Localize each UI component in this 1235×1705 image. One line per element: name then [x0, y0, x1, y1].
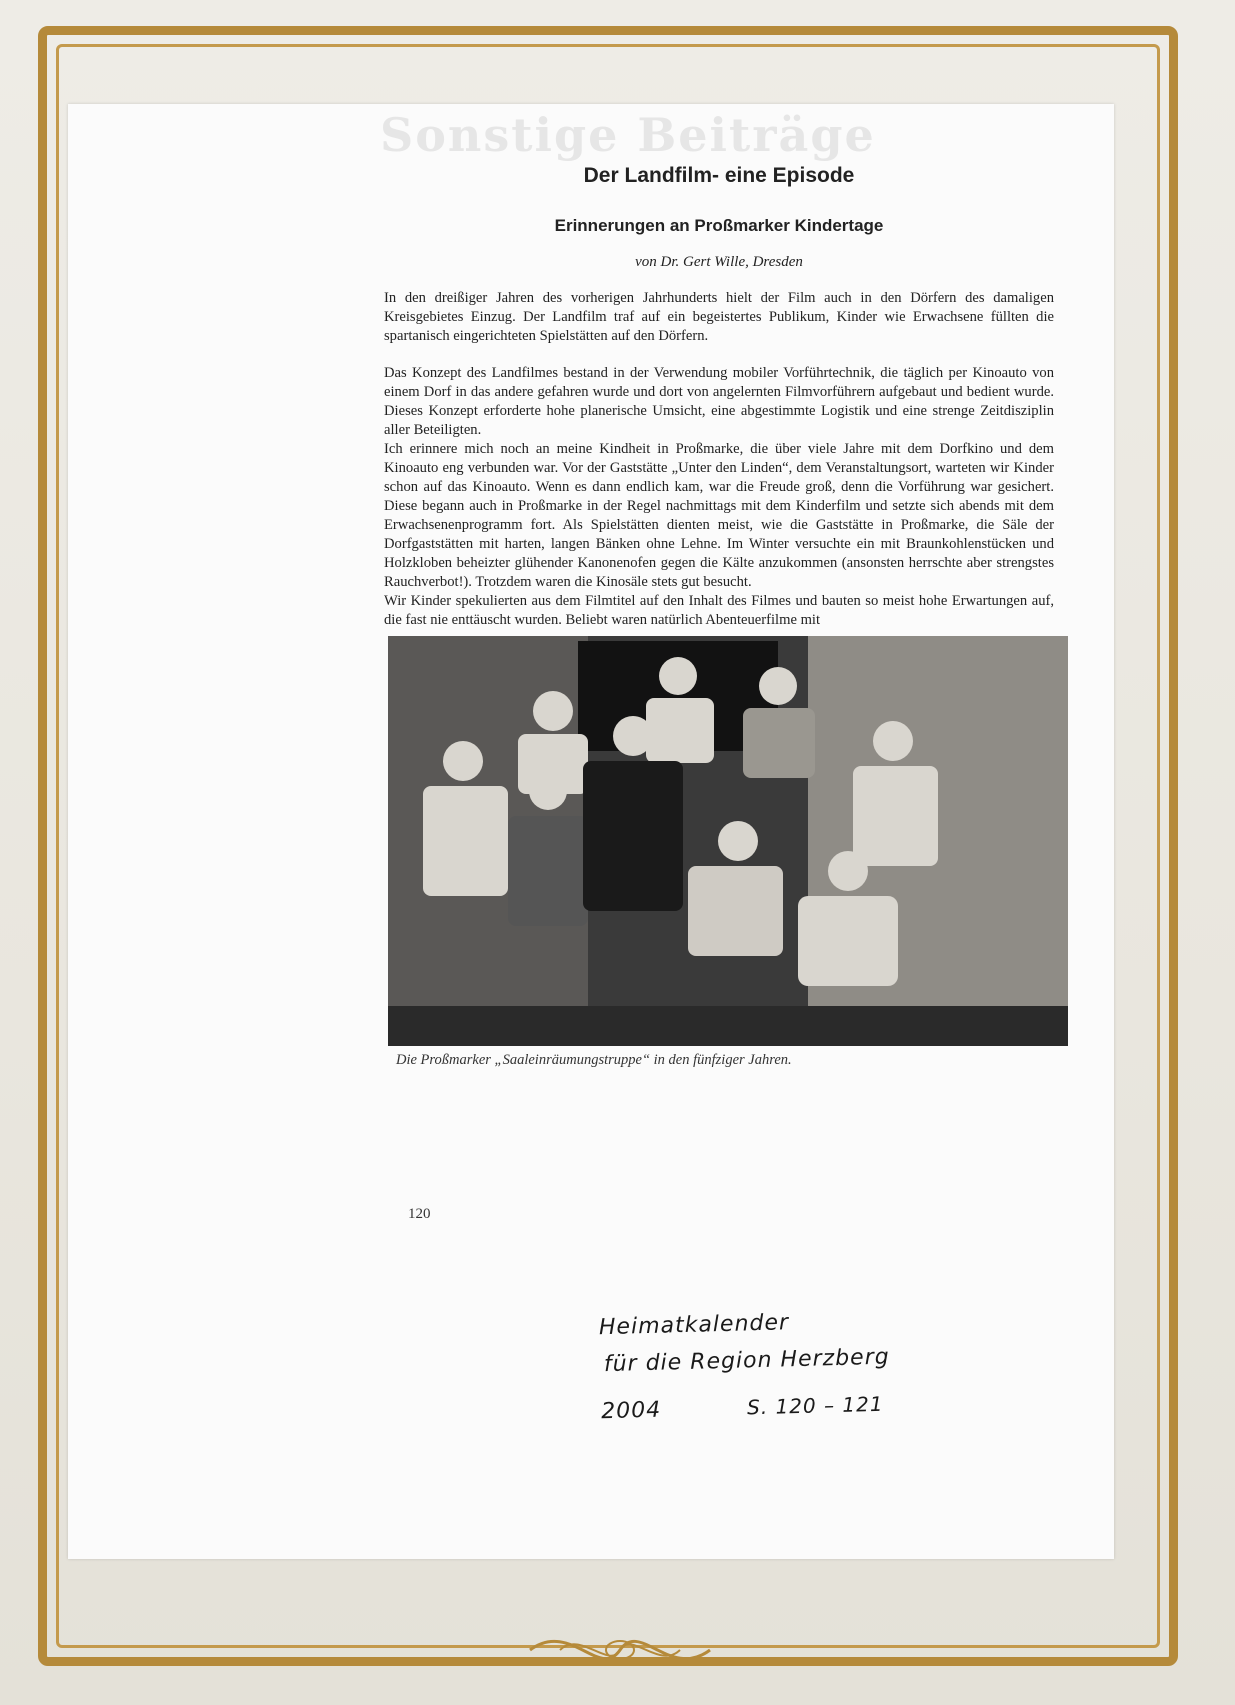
article-paragraph: Ich erinnere mich noch an meine Kindheit in Proßmarke, die über viele Jahre mit dem Dorfkino und dem Kinoauto eng verbunden war. Vor der Gaststätte „Unter den Linden“, dem Veranstaltungsort, warteten wir Kinder schon auf das Kinoauto. Wenn es dann endlich kam, war die Freude groß, denn die Vorführung war gesichert. Diese begann auch in Proßmarke in der Regel nachmittags mit dem Kinderfilm und setzte sich abends mit dem Erwachsenenprogramm fort. Als Spielstätten dienten meist, wie die Gaststätte in Proßmarke, die Säle der Dorfgaststätten mit harten, langen Bänken ohne Lehne. Im Winter versuchte ein mit Braunkohlenstücken und Holzkloben beheizter glühender Kanonenofen gegen die Kälte anzukommen (ansonsten herrschte aber strengstes Rauchverbot!). Trotzdem waren die Kinosäle stets gut besucht.: [384, 441, 1054, 590]
handwritten-note: [599, 1305, 1002, 1424]
handwritten-line: für die Region Herzberg: [603, 1344, 890, 1378]
article-paragraph: Das Konzept des Landfilmes bestand in der Verwendung mobiler Vorführtechnik, die täglich per Kinoauto von einem Dorf in das andere gefahren wurde und dort von angelernten Filmvorführern aufgebaut und bedient wurde. Dieses Konzept erforderte hohe planerische Umsicht, eine abgestimmte Logistik und eine strenge Zeitdisziplin aller Beteiligten.: [384, 365, 1054, 438]
photo-caption: Die Proßmarker „Saaleinräumungstruppe“ in den fünfziger Jahren.: [396, 1052, 792, 1068]
article-author: von Dr. Gert Wille, Dresden: [635, 254, 803, 270]
page-number: 120: [408, 1206, 431, 1222]
handwritten-page-ref: S. 120 – 121: [746, 1391, 884, 1420]
article: [384, 164, 1054, 1069]
article-paragraph: Wir Kinder spekulierten aus dem Filmtitel auf den Inhalt des Filmes und bauten so meist hohe Erwartungen auf, die fast nie enttäuscht wurden. Beliebt waren natürlich Abenteuerfilme mit: [384, 593, 1054, 628]
article-subtitle: Erinnerungen an Proßmarker Kindertage: [554, 216, 884, 235]
article-title: Der Landfilm- eine Episode: [583, 164, 855, 187]
group-photo: [388, 636, 1068, 1046]
handwritten-year: 2004: [600, 1397, 662, 1425]
article-paragraph: In den dreißiger Jahren des vorherigen Jahrhunderts hielt der Film auch in den Dörfern des damaligen Kreisgebietes Einzug. Der Landfilm traf auf ein begeistertes Publikum, Kinder wie Erwachsene füllten die spartanisch eingerichteten Spielstätten auf den Dörfern.: [384, 290, 1054, 344]
flourish-ornament-icon: [520, 1610, 720, 1680]
ghost-heading: Sonstige Beiträge: [380, 108, 876, 162]
handwritten-line: Heimatkalender: [598, 1310, 790, 1341]
group-photo-image: [388, 636, 1068, 1046]
